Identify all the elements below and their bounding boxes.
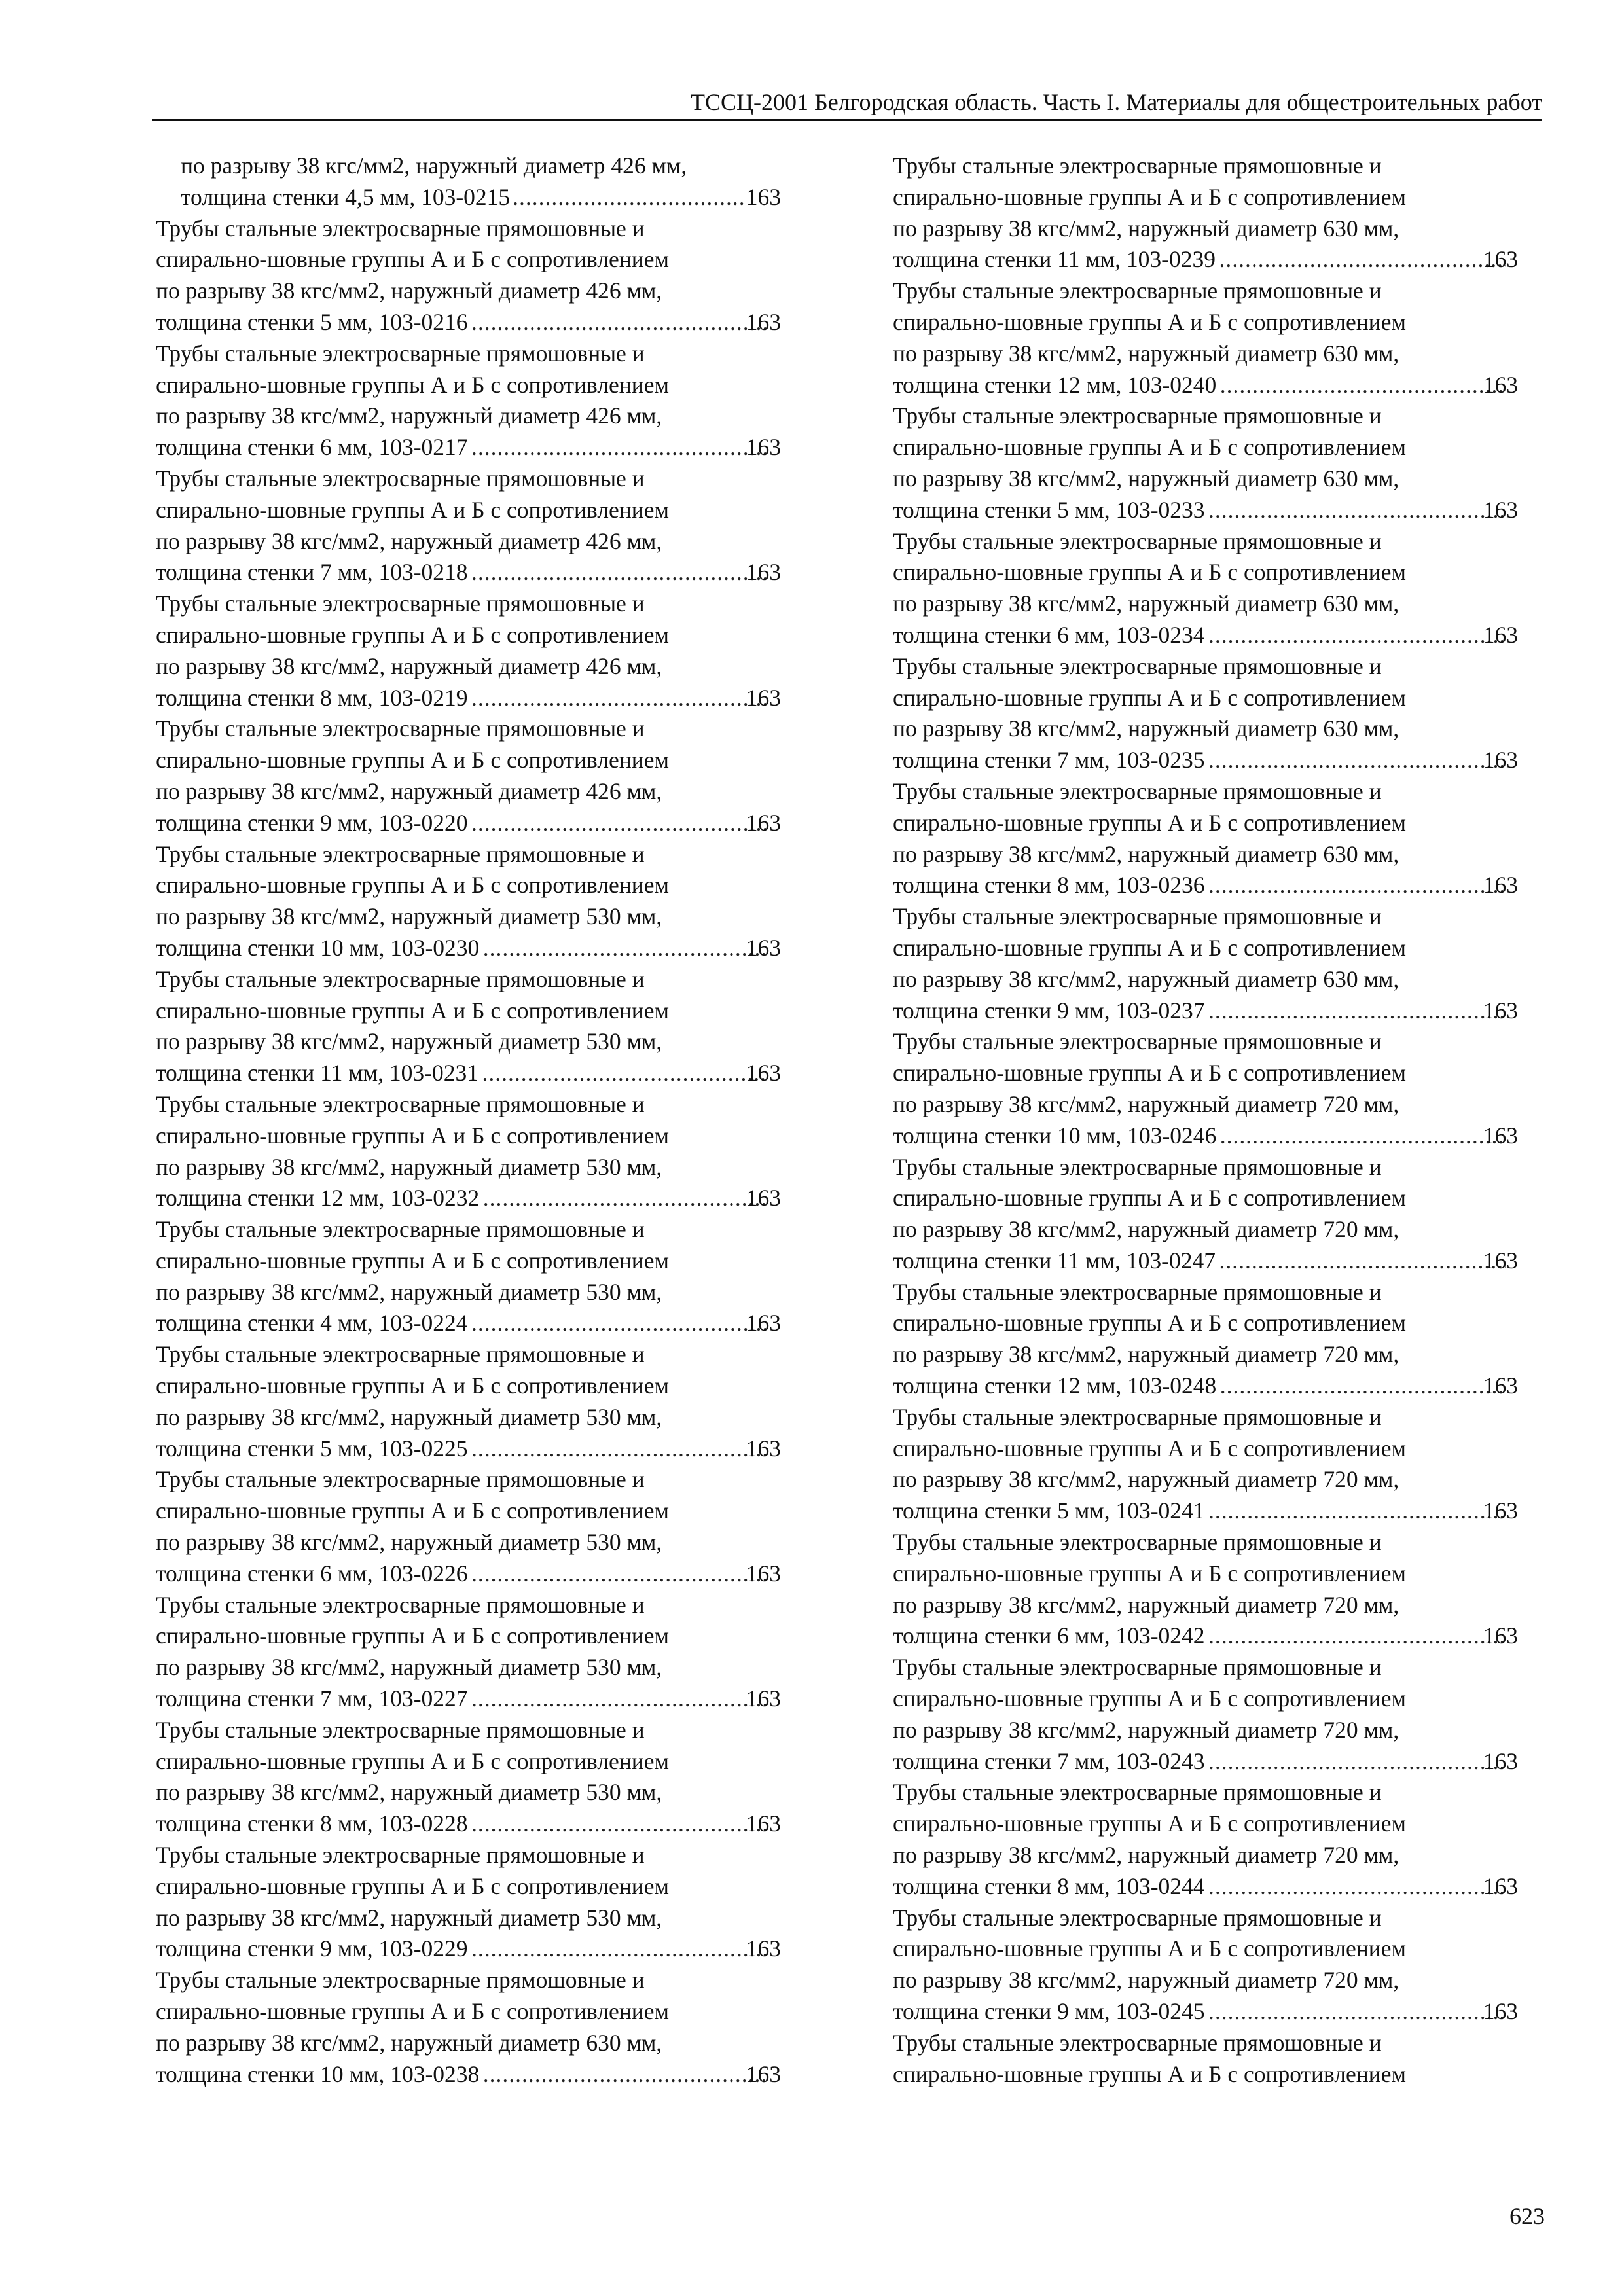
- entry-text-line: по разрыву 38 кгс/мм2, наружный диаметр 720 мм,: [893, 1842, 1399, 1869]
- dot-leader: [1208, 745, 1506, 776]
- dot-leader: [1208, 996, 1506, 1027]
- entry-last-line: [181, 182, 781, 213]
- index-entry: [893, 1152, 1518, 1277]
- entry-page-number: 163: [1483, 246, 1518, 273]
- entry-text-line: по разрыву 38 кгс/мм2, наружный диаметр 530 мм,: [156, 1654, 662, 1681]
- index-entry: [893, 1777, 1518, 1902]
- dot-leader: [1208, 870, 1506, 901]
- header-rule: [152, 119, 1542, 121]
- entry-text-line: Трубы стальные электросварные прямошовные и: [156, 715, 645, 742]
- dot-leader: [1219, 1371, 1505, 1402]
- index-column-right: [893, 151, 1518, 2090]
- dot-leader: [471, 1433, 768, 1465]
- entry-text-line: спирально-шовные группы А и Б с сопротивлением: [156, 621, 669, 648]
- entry-text-line: Трубы стальные электросварные прямошовные и: [893, 403, 1382, 429]
- entry-page-number: 163: [746, 1060, 781, 1086]
- dot-leader: [482, 933, 768, 964]
- entry-page-number: 163: [746, 559, 781, 586]
- entry-text-line: спирально-шовные группы А и Б с сопротивлением: [156, 1372, 669, 1399]
- dot-leader: [1218, 1246, 1506, 1277]
- index-entry: [893, 1527, 1518, 1652]
- index-entry: [893, 1402, 1518, 1527]
- entry-last-line: [893, 1371, 1518, 1402]
- entry-text-line: спирально-шовные группы А и Б с сопротивлением: [156, 747, 669, 774]
- entry-last-line: [156, 933, 781, 964]
- entry-page-number: 163: [1483, 1623, 1518, 1649]
- entry-last-line: [156, 432, 781, 463]
- entry-text-line: Трубы стальные электросварные прямошовные и: [156, 1216, 645, 1243]
- entry-text-line: по разрыву 38 кгс/мм2, наружный диаметр 720 мм,: [893, 1216, 1399, 1243]
- entry-text-line: спирально-шовные группы А и Б с сопротивлением: [156, 1873, 669, 1899]
- entry-last-line: [893, 244, 1518, 276]
- entry-text-line: по разрыву 38 кгс/мм2, наружный диаметр 630 мм,: [156, 2029, 662, 2056]
- entry-code-text: толщина стенки 6 мм, 103-0217: [156, 434, 468, 461]
- entry-page-number: 163: [746, 1310, 781, 1336]
- entry-text-line: спирально-шовные группы А и Б с сопротивлением: [893, 809, 1406, 836]
- entry-page-number: 163: [746, 1185, 781, 1211]
- entry-code-text: толщина стенки 9 мм, 103-0245: [893, 1998, 1205, 2025]
- dot-leader: [471, 683, 768, 714]
- entry-text-line: Трубы стальные электросварные прямошовные и: [893, 1529, 1382, 1556]
- entry-text-line: по разрыву 38 кгс/мм2, наружный диаметр 426 мм,: [181, 152, 687, 179]
- entry-text-line: Трубы стальные электросварные прямошовные и: [156, 1967, 645, 1994]
- entry-code-text: толщина стенки 11 мм, 103-0239: [893, 246, 1216, 273]
- entry-page-number: 163: [1483, 872, 1518, 899]
- entry-text-line: по разрыву 38 кгс/мм2, наружный диаметр 630 мм,: [893, 715, 1399, 742]
- entry-text-line: спирально-шовные группы А и Б с сопротивлением: [156, 1623, 669, 1649]
- index-entry: [156, 839, 781, 964]
- entry-text-line: по разрыву 38 кгс/мм2, наружный диаметр 720 мм,: [893, 1341, 1399, 1368]
- entry-code-text: толщина стенки 8 мм, 103-0228: [156, 1810, 468, 1837]
- index-entry: [156, 1590, 781, 1715]
- entry-code-text: толщина стенки 12 мм, 103-0232: [156, 1185, 480, 1211]
- dot-leader: [482, 2059, 768, 2090]
- entry-text-line: Трубы стальные электросварные прямошовные и: [893, 1403, 1382, 1430]
- index-entry: [893, 1026, 1518, 1151]
- entry-text-line: спирально-шовные группы А и Б с сопротивлением: [156, 496, 669, 523]
- entry-text-line: Трубы стальные электросварные прямошовные и: [893, 653, 1382, 679]
- entry-page-number: 163: [746, 1935, 781, 1962]
- entry-text-line: спирально-шовные группы А и Б с сопротивлением: [893, 1560, 1406, 1587]
- index-entry: [893, 1277, 1518, 1402]
- entry-code-text: толщина стенки 11 мм, 103-0247: [893, 1247, 1216, 1274]
- entry-text-line: Трубы стальные электросварные прямошовные и: [893, 1278, 1382, 1305]
- dot-leader: [471, 1308, 768, 1339]
- dot-leader: [1219, 1121, 1505, 1152]
- entry-text-line: по разрыву 38 кгс/мм2, наружный диаметр 426 мм,: [156, 278, 662, 304]
- entry-last-line: [893, 370, 1518, 401]
- entry-last-line: [156, 1308, 781, 1339]
- entry-text-line: по разрыву 38 кгс/мм2, наружный диаметр 530 мм,: [156, 1153, 662, 1180]
- index-entry: [156, 713, 781, 838]
- entry-last-line: [156, 1183, 781, 1214]
- dot-leader: [1208, 1621, 1506, 1652]
- entry-text-line: по разрыву 38 кгс/мм2, наружный диаметр 530 мм,: [156, 1779, 662, 1806]
- entry-last-line: [893, 996, 1518, 1027]
- entry-page-number: 163: [1483, 1372, 1518, 1399]
- entry-page-number: 163: [1483, 1122, 1518, 1149]
- index-entry: [156, 964, 781, 1089]
- entry-text-line: Трубы стальные электросварные прямошовные и: [893, 903, 1382, 930]
- entry-code-text: толщина стенки 11 мм, 103-0231: [156, 1060, 478, 1086]
- index-entry: [893, 651, 1518, 776]
- index-entry: [156, 213, 781, 338]
- entry-code-text: толщина стенки 5 мм, 103-0233: [893, 496, 1205, 523]
- entry-text-line: спирально-шовные группы А и Б с сопротивлением: [156, 246, 669, 273]
- entry-text-line: спирально-шовные группы А и Б с сопротивлением: [893, 1310, 1406, 1336]
- entry-code-text: толщина стенки 8 мм, 103-0244: [893, 1873, 1205, 1899]
- entry-page-number: 163: [746, 809, 781, 836]
- dot-leader: [1208, 1996, 1506, 2028]
- entry-text-line: по разрыву 38 кгс/мм2, наружный диаметр 630 мм,: [893, 465, 1399, 492]
- entry-text-line: Трубы стальные электросварные прямошовные и: [893, 1153, 1382, 1180]
- entry-page-number: 163: [1483, 496, 1518, 523]
- entry-page-number: 163: [1483, 1748, 1518, 1774]
- entry-page-number: 163: [1483, 1998, 1518, 2025]
- index-entry: [156, 1089, 781, 1214]
- entry-last-line: [893, 1746, 1518, 1778]
- dot-leader: [471, 808, 768, 839]
- entry-code-text: толщина стенки 4 мм, 103-0224: [156, 1310, 468, 1336]
- index-entry: [156, 1214, 781, 1339]
- entry-text-line: Трубы стальные электросварные прямошовные и: [156, 340, 645, 367]
- entry-code-text: толщина стенки 12 мм, 103-0240: [893, 371, 1217, 398]
- entry-text-line: спирально-шовные группы А и Б с сопротивлением: [893, 1935, 1406, 1962]
- dot-leader: [513, 182, 744, 213]
- entry-text-line: Трубы стальные электросварные прямошовные и: [156, 965, 645, 992]
- entry-page-number: 163: [746, 1435, 781, 1462]
- entry-code-text: толщина стенки 6 мм, 103-0234: [893, 621, 1205, 648]
- entry-text-line: Трубы стальные электросварные прямошовные и: [893, 778, 1382, 804]
- entry-text-line: Трубы стальные электросварные прямошовные и: [893, 1904, 1382, 1931]
- entry-code-text: толщина стенки 7 мм, 103-0227: [156, 1685, 468, 1712]
- entry-text-line: Трубы стальные электросварные прямошовные и: [156, 1090, 645, 1117]
- entry-page-number: 163: [746, 183, 781, 210]
- entry-last-line: [893, 620, 1518, 651]
- dot-leader: [471, 1808, 768, 1840]
- entry-last-line: [893, 1121, 1518, 1152]
- entry-text-line: Трубы стальные электросварные прямошовные и: [893, 1779, 1382, 1806]
- index-entry: [893, 2028, 1518, 2090]
- index-entry: [156, 588, 781, 713]
- entry-last-line: [156, 557, 781, 588]
- index-entry: [893, 776, 1518, 901]
- entry-text-line: спирально-шовные группы А и Б с сопротивлением: [156, 1122, 669, 1149]
- entry-code-text: толщина стенки 9 мм, 103-0220: [156, 809, 468, 836]
- entry-code-text: толщина стенки 9 мм, 103-0237: [893, 997, 1205, 1024]
- entry-text-line: Трубы стальные электросварные прямошовные и: [893, 278, 1382, 304]
- entry-text-line: Трубы стальные электросварные прямошовные и: [156, 1341, 645, 1368]
- entry-text-line: по разрыву 38 кгс/мм2, наружный диаметр 426 мм,: [156, 528, 662, 554]
- entry-text-line: Трубы стальные электросварные прямошовные и: [893, 2029, 1382, 2056]
- index-entry: [893, 1903, 1518, 2028]
- entry-text-line: спирально-шовные группы А и Б с сопротивлением: [893, 1435, 1406, 1462]
- entry-code-text: толщина стенки 10 мм, 103-0238: [156, 2060, 480, 2087]
- entry-page-number: 163: [746, 308, 781, 335]
- entry-text-line: спирально-шовные группы А и Б с сопротивлением: [893, 434, 1406, 461]
- dot-leader: [471, 1933, 768, 1965]
- entry-last-line: [156, 808, 781, 839]
- entry-page-number: 163: [746, 2060, 781, 2087]
- entry-page-number: 163: [1483, 1247, 1518, 1274]
- dot-leader: [471, 1558, 768, 1590]
- entry-last-line: [893, 870, 1518, 901]
- entry-last-line: [893, 1996, 1518, 2028]
- entry-text-line: по разрыву 38 кгс/мм2, наружный диаметр 530 мм,: [156, 1529, 662, 1556]
- dot-leader: [1208, 1746, 1506, 1778]
- entry-text-line: спирально-шовные группы А и Б с сопротивлением: [893, 1685, 1406, 1712]
- entry-code-text: толщина стенки 12 мм, 103-0248: [893, 1372, 1217, 1399]
- dot-leader: [482, 1183, 768, 1214]
- entry-text-line: спирально-шовные группы А и Б с сопротивлением: [893, 559, 1406, 586]
- entry-text-line: спирально-шовные группы А и Б с сопротивлением: [156, 1998, 669, 2025]
- index-entry: [893, 901, 1518, 1026]
- index-entry: [156, 1339, 781, 1464]
- entry-code-text: толщина стенки 8 мм, 103-0219: [156, 684, 468, 711]
- entry-text-line: по разрыву 38 кгс/мм2, наружный диаметр 530 мм,: [156, 903, 662, 930]
- entry-last-line: [893, 1246, 1518, 1277]
- entry-text-line: по разрыву 38 кгс/мм2, наружный диаметр 630 мм,: [893, 590, 1399, 617]
- index-entry: [893, 151, 1518, 276]
- entry-last-line: [893, 1871, 1518, 1903]
- dot-leader: [471, 1683, 768, 1715]
- entry-text-line: спирально-шовные группы А и Б с сопротивлением: [893, 684, 1406, 711]
- dot-leader: [1219, 370, 1505, 401]
- entry-last-line: [893, 745, 1518, 776]
- entry-page-number: 163: [746, 1685, 781, 1712]
- dot-leader: [471, 557, 768, 588]
- dot-leader: [1208, 495, 1506, 526]
- entry-text-line: Трубы стальные электросварные прямошовные и: [156, 1842, 645, 1869]
- entry-text-line: Трубы стальные электросварные прямошовные и: [156, 465, 645, 492]
- entry-last-line: [893, 495, 1518, 526]
- entry-text-line: Трубы стальные электросварные прямошовные и: [156, 840, 645, 867]
- entry-code-text: толщина стенки 6 мм, 103-0226: [156, 1560, 468, 1587]
- entry-page-number: 163: [746, 1560, 781, 1587]
- entry-page-number: 163: [1483, 747, 1518, 774]
- entry-text-line: спирально-шовные группы А и Б с сопротивлением: [893, 183, 1406, 210]
- entry-text-line: Трубы стальные электросварные прямошовные и: [893, 1654, 1382, 1681]
- entry-last-line: [156, 683, 781, 714]
- entry-text-line: спирально-шовные группы А и Б с сопротивлением: [156, 872, 669, 899]
- entry-text-line: спирально-шовные группы А и Б с сопротивлением: [893, 1185, 1406, 1211]
- entry-page-number: 163: [1483, 371, 1518, 398]
- entry-last-line: [156, 307, 781, 338]
- entry-last-line: [156, 1558, 781, 1590]
- entry-text-line: Трубы стальные электросварные прямошовные и: [893, 1028, 1382, 1055]
- entry-text-line: по разрыву 38 кгс/мм2, наружный диаметр 426 мм,: [156, 778, 662, 804]
- entry-text-line: Трубы стальные электросварные прямошовные и: [156, 1591, 645, 1618]
- entry-text-line: спирально-шовные группы А и Б с сопротивлением: [156, 1748, 669, 1774]
- index-entry: [156, 151, 781, 213]
- entry-code-text: толщина стенки 10 мм, 103-0246: [893, 1122, 1217, 1149]
- entry-text-line: по разрыву 38 кгс/мм2, наружный диаметр 720 мм,: [893, 1967, 1399, 1994]
- index-column-left: [156, 151, 781, 2090]
- entry-page-number: 163: [746, 684, 781, 711]
- entry-text-line: по разрыву 38 кгс/мм2, наружный диаметр 630 мм,: [893, 965, 1399, 992]
- entry-text-line: по разрыву 38 кгс/мм2, наружный диаметр 530 мм,: [156, 1028, 662, 1055]
- entry-text-line: спирально-шовные группы А и Б с сопротивлением: [893, 934, 1406, 961]
- entry-text-line: спирально-шовные группы А и Б с сопротивлением: [893, 1810, 1406, 1837]
- entry-text-line: спирально-шовные группы А и Б с сопротивлением: [156, 371, 669, 398]
- index-entry: [893, 526, 1518, 651]
- entry-page-number: 163: [1483, 1498, 1518, 1524]
- entry-code-text: толщина стенки 5 мм, 103-0241: [893, 1498, 1205, 1524]
- entry-page-number: 163: [746, 934, 781, 961]
- dot-leader: [471, 307, 768, 338]
- entry-text-line: по разрыву 38 кгс/мм2, наружный диаметр 720 мм,: [893, 1090, 1399, 1117]
- entry-page-number: 163: [1483, 621, 1518, 648]
- entry-text-line: Трубы стальные электросварные прямошовные и: [156, 1466, 645, 1493]
- entry-code-text: толщина стенки 7 мм, 103-0218: [156, 559, 468, 586]
- entry-text-line: Трубы стальные электросварные прямошовные и: [156, 590, 645, 617]
- dot-leader: [1218, 244, 1506, 276]
- index-entry: [156, 1840, 781, 1965]
- entry-text-line: по разрыву 38 кгс/мм2, наружный диаметр 630 мм,: [893, 215, 1399, 242]
- entry-text-line: по разрыву 38 кгс/мм2, наружный диаметр 720 мм,: [893, 1466, 1399, 1493]
- index-entry: [893, 1652, 1518, 1777]
- entry-text-line: по разрыву 38 кгс/мм2, наружный диаметр 426 мм,: [156, 403, 662, 429]
- entry-code-text: толщина стенки 5 мм, 103-0216: [156, 308, 468, 335]
- entry-text-line: спирально-шовные группы А и Б с сопротивлением: [893, 308, 1406, 335]
- entry-text-line: спирально-шовные группы А и Б с сопротивлением: [156, 1247, 669, 1274]
- entry-code-text: толщина стенки 6 мм, 103-0242: [893, 1623, 1205, 1649]
- entry-text-line: Трубы стальные электросварные прямошовные и: [156, 1716, 645, 1743]
- index-entry: [156, 463, 781, 588]
- dot-leader: [1208, 620, 1506, 651]
- entry-text-line: по разрыву 38 кгс/мм2, наружный диаметр 720 мм,: [893, 1591, 1399, 1618]
- entry-code-text: толщина стенки 4,5 мм, 103-0215: [181, 183, 511, 210]
- entry-last-line: [156, 1683, 781, 1715]
- entry-last-line: [156, 1433, 781, 1465]
- page-number: 623: [1509, 2203, 1545, 2229]
- entry-text-line: по разрыву 38 кгс/мм2, наружный диаметр 530 мм,: [156, 1904, 662, 1931]
- entry-code-text: толщина стенки 9 мм, 103-0229: [156, 1935, 468, 1962]
- running-header: ТССЦ-2001 Белгородская область. Часть I. Материалы для общестроительных работ: [691, 89, 1542, 115]
- entry-code-text: толщина стенки 10 мм, 103-0230: [156, 934, 480, 961]
- entry-last-line: [893, 1496, 1518, 1527]
- entry-code-text: толщина стенки 7 мм, 103-0243: [893, 1748, 1205, 1774]
- entry-last-line: [156, 2059, 781, 2090]
- index-entry: [156, 1715, 781, 1840]
- entry-text-line: по разрыву 38 кгс/мм2, наружный диаметр 530 мм,: [156, 1403, 662, 1430]
- dot-leader: [471, 432, 768, 463]
- entry-text-line: спирально-шовные группы А и Б с сопротивлением: [156, 997, 669, 1024]
- entry-page-number: 163: [1483, 1873, 1518, 1899]
- entry-page-number: 163: [746, 1810, 781, 1837]
- entry-last-line: [156, 1058, 781, 1089]
- entry-page-number: 163: [1483, 997, 1518, 1024]
- entry-code-text: толщина стенки 5 мм, 103-0225: [156, 1435, 468, 1462]
- entry-page-number: 163: [746, 434, 781, 461]
- dot-leader: [481, 1058, 768, 1089]
- entry-last-line: [156, 1933, 781, 1965]
- entry-code-text: толщина стенки 7 мм, 103-0235: [893, 747, 1205, 774]
- entry-text-line: Трубы стальные электросварные прямошовные и: [156, 215, 645, 242]
- entry-last-line: [156, 1808, 781, 1840]
- index-entry: [156, 1965, 781, 2090]
- entry-text-line: по разрыву 38 кгс/мм2, наружный диаметр 426 мм,: [156, 653, 662, 679]
- index-entry: [156, 338, 781, 463]
- entry-text-line: спирально-шовные группы А и Б с сопротивлением: [156, 1498, 669, 1524]
- entry-text-line: по разрыву 38 кгс/мм2, наружный диаметр 630 мм,: [893, 340, 1399, 367]
- index-entry: [893, 401, 1518, 526]
- entry-text-line: Трубы стальные электросварные прямошовные и: [893, 528, 1382, 554]
- index-entry: [156, 1464, 781, 1589]
- entry-text-line: Трубы стальные электросварные прямошовные и: [893, 152, 1382, 179]
- entry-text-line: по разрыву 38 кгс/мм2, наружный диаметр 720 мм,: [893, 1716, 1399, 1743]
- entry-code-text: толщина стенки 8 мм, 103-0236: [893, 872, 1205, 899]
- entry-text-line: по разрыву 38 кгс/мм2, наружный диаметр 630 мм,: [893, 840, 1399, 867]
- dot-leader: [1208, 1871, 1506, 1903]
- dot-leader: [1208, 1496, 1506, 1527]
- entry-text-line: спирально-шовные группы А и Б с сопротивлением: [893, 2060, 1406, 2087]
- index-entry: [893, 276, 1518, 401]
- entry-text-line: спирально-шовные группы А и Б с сопротивлением: [893, 1060, 1406, 1086]
- entry-last-line: [893, 1621, 1518, 1652]
- entry-text-line: по разрыву 38 кгс/мм2, наружный диаметр 530 мм,: [156, 1278, 662, 1305]
